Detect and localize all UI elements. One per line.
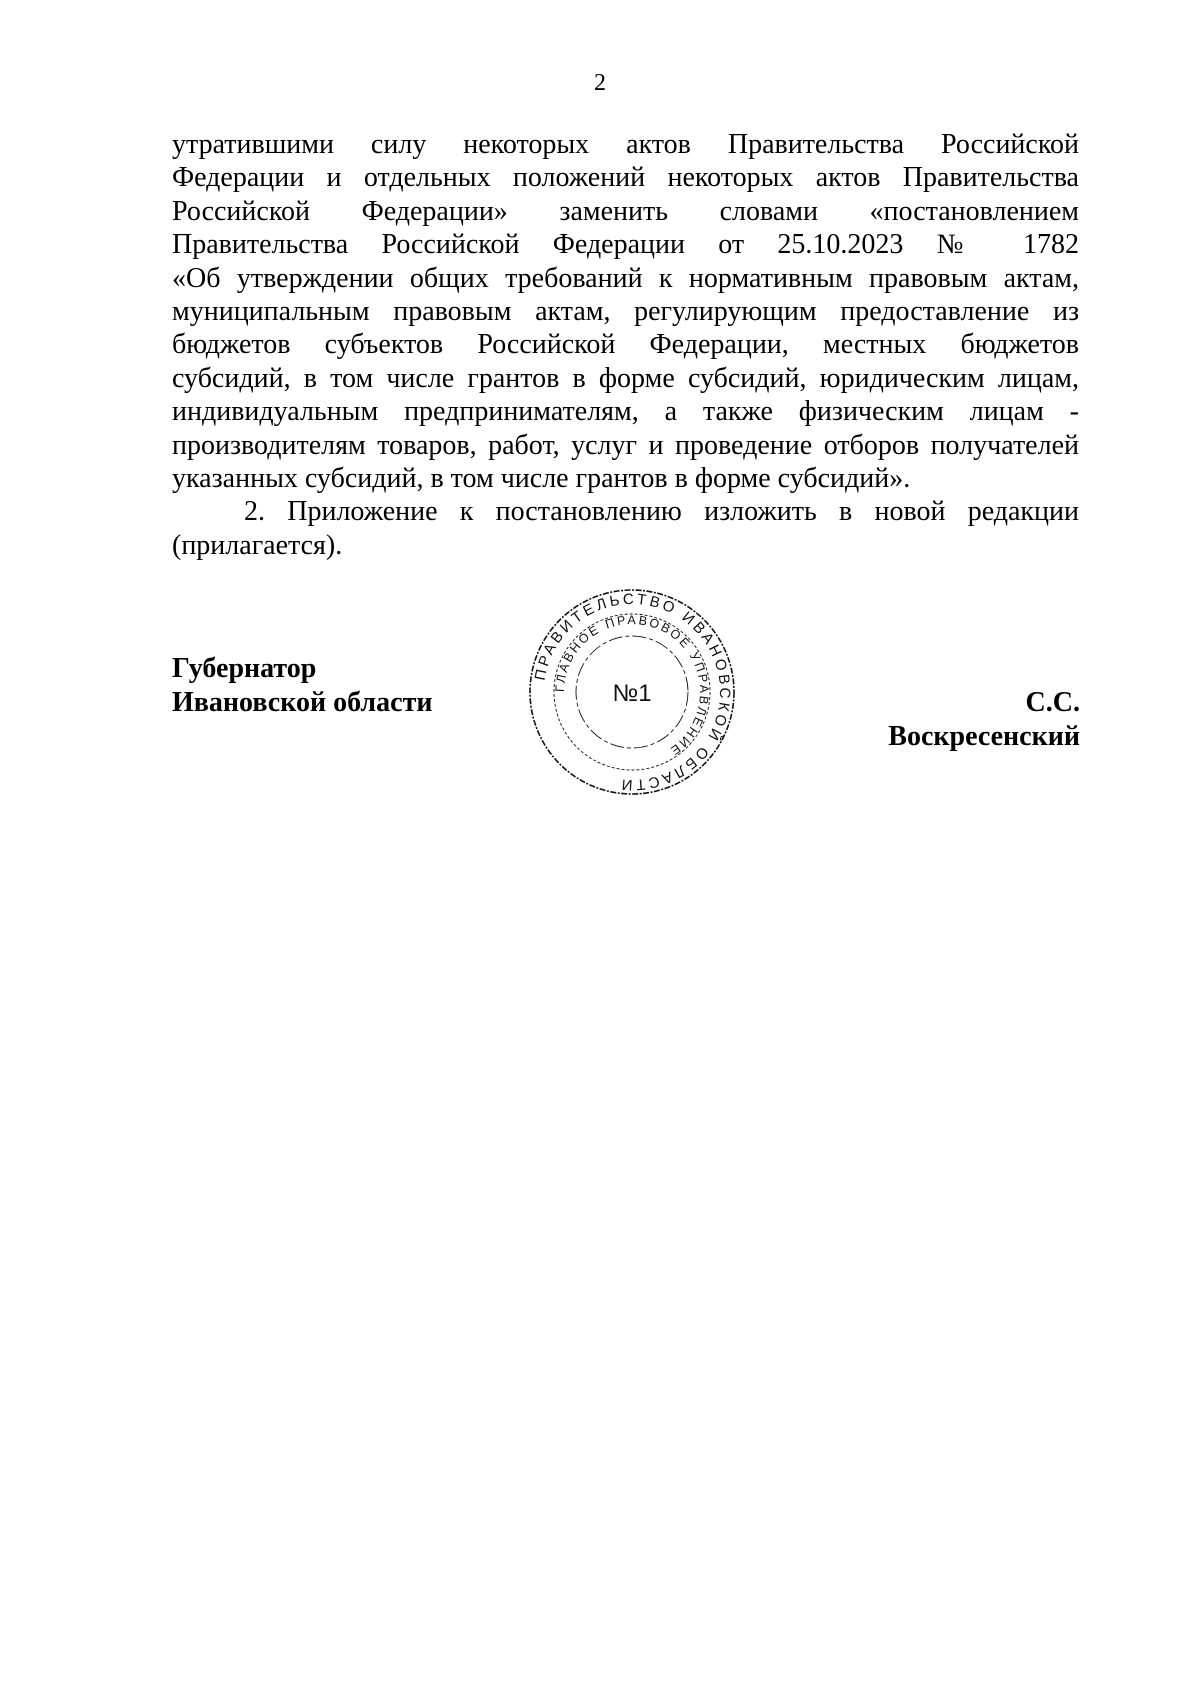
signatory-title-line: Губернатор bbox=[172, 653, 317, 684]
text-line: бюджетов субъектов Российской Федерации, местных бюджетов bbox=[172, 329, 1079, 361]
text-line: Правительства Российской Федерации от 25.10.2023 № 1782 bbox=[172, 229, 1079, 261]
text-line: утратившими силу некоторых актов Правительства Российской bbox=[172, 129, 1079, 160]
text-line: Федерации и отдельных положений некоторых актов Правительства bbox=[172, 162, 1079, 194]
paragraph-1 bbox=[172, 128, 1079, 495]
text-line: производителям товаров, работ, услуг и проведение отборов получателей bbox=[172, 429, 1079, 461]
text-line: (прилагается). bbox=[172, 529, 343, 561]
signatory-name: С.С. Воскресенский bbox=[888, 687, 1080, 752]
stamp-outer-textpath: ПРАВИТЕЛЬСТВО ИВАНОВСКОЙ ОБЛАСТИ bbox=[531, 590, 734, 794]
text-line: индивидуальным предпринимателям, а также физическим лицам - bbox=[172, 396, 1079, 428]
page-number: 2 bbox=[594, 70, 606, 96]
text-line: 2. Приложение к постановлению изложить в новой редакции bbox=[244, 496, 1079, 528]
official-stamp bbox=[527, 587, 737, 797]
paragraph-2 bbox=[172, 495, 1079, 562]
stamp-center-text: №1 bbox=[612, 680, 652, 707]
text-line: субсидий, в том числе грантов в форме субсидий, юридическим лицам, bbox=[172, 362, 1079, 394]
stamp-inner-textpath: ГЛАВНОЕ ПРАВОВОЕ УПРАВЛЕНИЕ bbox=[552, 612, 712, 759]
text-line: указанных субсидий, в том числе грантов в форме субсидий». bbox=[172, 463, 911, 495]
signatory-title bbox=[172, 652, 432, 720]
signatory-title-line: Ивановской области bbox=[172, 687, 433, 718]
text-line: Российской Федерации» заменить словами «постановлением bbox=[172, 195, 1079, 227]
text-line: муниципальным правовым актам, регулирующим предоставление из bbox=[172, 296, 1079, 328]
document-body bbox=[172, 128, 1079, 562]
text-line: «Об утверждении общих требований к нормативным правовым актам, bbox=[172, 262, 1079, 294]
